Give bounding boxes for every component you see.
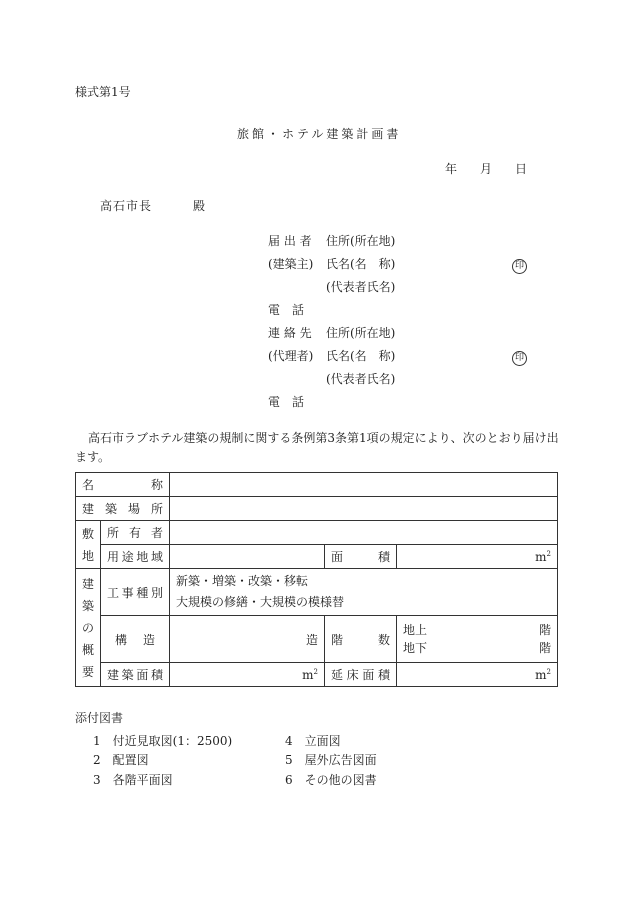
applicant-address-label: 住所(所在地) (326, 234, 396, 248)
structure-field[interactable]: 造 (170, 616, 325, 663)
applicant-label: 届 出 者 (268, 234, 312, 248)
addressee-honorific: 殿 (193, 199, 206, 213)
floors-label: 階 数 (325, 616, 397, 663)
land-label: 敷 地 (76, 521, 101, 569)
contact-sublabel: (代理者) (268, 349, 314, 363)
date-day: 日 (515, 162, 528, 176)
floors-field[interactable]: 地上 階 地下 階 (397, 616, 558, 663)
attachment-item: 2 配置図 (93, 753, 149, 767)
work-type-label: 工 事 種 別 (101, 569, 170, 616)
attachment-item: 1 付近見取図(1：2500) (93, 734, 233, 748)
owner-field[interactable] (170, 521, 558, 545)
contact-address-label: 住所(所在地) (326, 326, 396, 340)
plan-table (75, 472, 558, 687)
zoning-label: 用 途 地 域 (101, 545, 170, 569)
contact-phone-label: 電 話 (268, 395, 305, 409)
floor-area-field[interactable]: $m^2$ (397, 663, 558, 687)
addressee-name: 高石市長 (100, 199, 153, 213)
work-type-options-1: 新築・増築・改築・移転 (176, 574, 309, 588)
facility-name-label: 名 称 (76, 473, 170, 497)
attachments-heading: 添付図書 (75, 711, 124, 725)
building-area-label: 建 築 面 積 (101, 663, 170, 687)
applicant-rep-label: (代表者氏名) (326, 280, 396, 294)
contact-rep-label: (代表者氏名) (326, 372, 396, 386)
building-site-field[interactable] (170, 497, 558, 521)
zoning-field[interactable] (170, 545, 325, 569)
facility-name-field[interactable] (170, 473, 558, 497)
document-title: 旅館・ホテル建築計画書 (237, 127, 402, 141)
contact-name-label: 氏名(名 称) (326, 349, 396, 363)
site-area-field[interactable]: $m^2$ (397, 545, 558, 569)
form-number: 様式第1号 (75, 85, 131, 99)
floor-area-label: 延 床 面 積 (325, 663, 397, 687)
date-year: 年 (445, 162, 458, 176)
contact-label: 連 絡 先 (268, 326, 312, 340)
applicant-seal-icon: 印 (512, 257, 527, 274)
work-type-options-2: 大規模の修繕・大規模の模様替 (176, 595, 345, 609)
attachment-item: 5 屋外広告図面 (285, 753, 377, 767)
owner-label: 所 有 者 (101, 521, 170, 545)
contact-seal-icon: 印 (512, 349, 527, 366)
date-month: 月 (480, 162, 493, 176)
attachment-item: 4 立面図 (285, 734, 341, 748)
work-type-field[interactable] (170, 569, 558, 616)
applicant-phone-label: 電 話 (268, 303, 305, 317)
intro-line-2: ます。 (75, 450, 111, 464)
overview-label: 建 築 の 概 要 (76, 569, 101, 687)
applicant-sublabel: (建築主) (268, 257, 314, 271)
structure-label: 構 造 (101, 616, 170, 663)
attachment-item: 3 各階平面図 (93, 773, 173, 787)
intro-line-1: 高石市ラブホテル建築の規制に関する条例第3条第1項の規定により、次のとおり届け出 (88, 431, 559, 445)
attachment-item: 6 その他の図書 (285, 773, 377, 787)
building-site-label: 建 築 場 所 (76, 497, 170, 521)
applicant-name-label: 氏名(名 称) (326, 257, 396, 271)
building-area-field[interactable]: $m^2$ (170, 663, 325, 687)
site-area-label: 面 積 (325, 545, 397, 569)
